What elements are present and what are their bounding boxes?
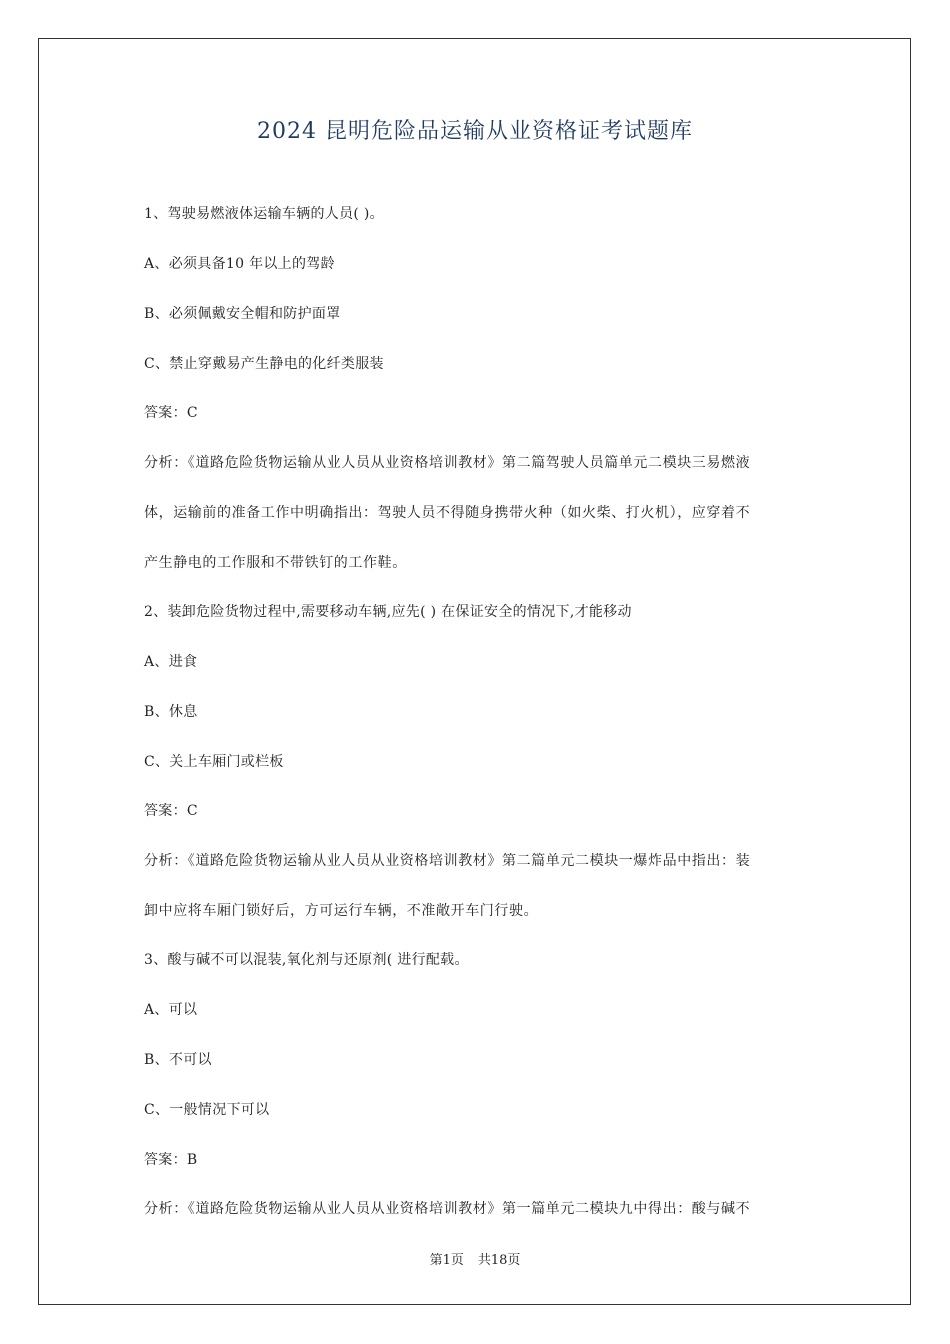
question-3-option-c: C、一般情况下可以	[144, 1102, 270, 1118]
question-2-answer: 答案：C	[144, 803, 198, 819]
question-2-stem: 2、装卸危险货物过程中,需要移动车辆,应先( ) 在保证安全的情况下,才能移动	[144, 604, 632, 620]
question-1-analysis-line-1: 分析：《道路危险货物运输从业人员从业资格培训教材》第二篇驾驶人员篇单元二模块三易燃液	[144, 455, 751, 471]
question-1-analysis-line-2: 体，运输前的准备工作中明确指出：驾驶人员不得随身携带火种（如火柴、打火机），应穿着不	[144, 505, 751, 521]
question-1-option-b: B、必须佩戴安全帽和防护面罩	[144, 306, 341, 322]
question-1-stem: 1、驾驶易燃液体运输车辆的人员( )。	[144, 206, 384, 222]
page-total: 共18页	[477, 1253, 521, 1268]
page-number: 第1页	[429, 1253, 464, 1268]
question-2-option-b: B、休息	[144, 704, 198, 720]
question-3-option-a: A、可以	[144, 1002, 198, 1018]
question-1-analysis-line-3: 产生静电的工作服和不带铁钉的工作鞋。	[144, 555, 407, 571]
question-2-option-c: C、关上车厢门或栏板	[144, 754, 284, 770]
question-1-option-c: C、禁止穿戴易产生静电的化纤类服装	[144, 356, 384, 372]
document-title: 2024 昆明危险品运输从业资格证考试题库	[257, 119, 693, 144]
question-3-answer: 答案：B	[144, 1152, 198, 1168]
question-2-analysis-line-1: 分析：《道路危险货物运输从业人员从业资格培训教材》第二篇单元二模块一爆炸品中指出：装	[144, 853, 751, 869]
question-2-option-a: A、进食	[144, 654, 198, 670]
question-3-analysis-line-1: 分析：《道路危险货物运输从业人员从业资格培训教材》第一篇单元二模块九中得出：酸与碱不	[144, 1201, 751, 1217]
question-3-option-b: B、不可以	[144, 1052, 212, 1068]
question-3-stem: 3、酸与碱不可以混装,氧化剂与还原剂( 进行配载。	[144, 952, 469, 968]
question-1-option-a: A、必须具备10 年以上的驾龄	[144, 256, 335, 272]
page-footer	[0, 1249, 950, 1268]
question-2-analysis-line-2: 卸中应将车厢门锁好后，方可运行车辆，不准敞开车门行驶。	[144, 903, 539, 919]
question-1-answer: 答案：C	[144, 405, 198, 421]
